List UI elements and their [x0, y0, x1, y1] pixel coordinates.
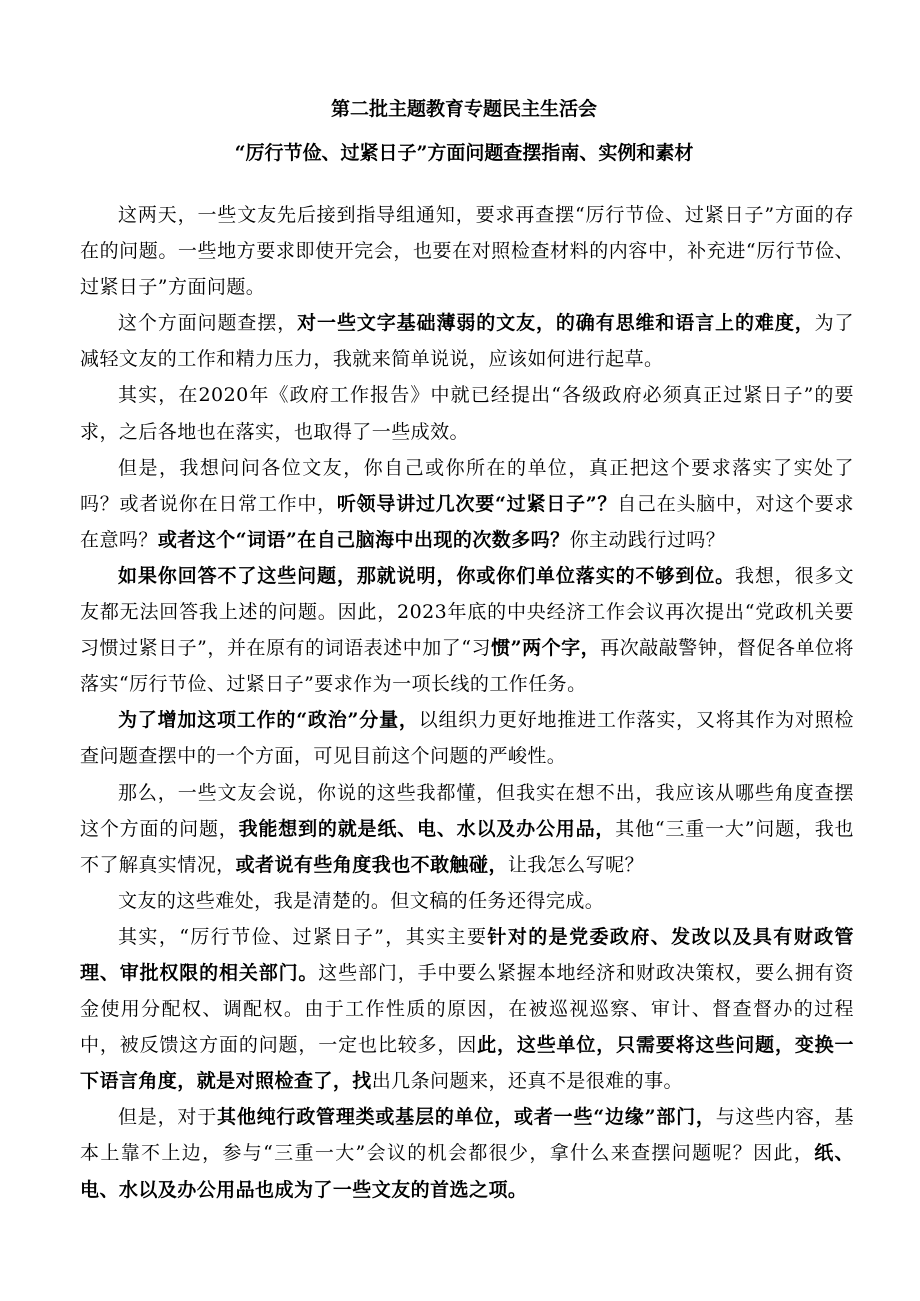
paragraph-6 [80, 702, 854, 774]
paragraph-emphasis: 其他纯行政管理类或基层的单位，或者一些“边缘”部门， [217, 1106, 716, 1129]
paragraph-10 [80, 1099, 854, 1207]
paragraph-text: 你主动践行过吗？ [569, 528, 726, 551]
paragraph-emphasis: 或者这个“词语”在自己脑海中出现的次数多吗？ [157, 528, 570, 551]
paragraph-text: 这个方面问题查摆， [118, 312, 298, 335]
paragraph-4 [80, 450, 854, 558]
paragraph-emphasis: 纸、电、水以及办公用品也成为了一些文友的首选之项。 [80, 1142, 854, 1201]
paragraph-9 [80, 919, 854, 1099]
paragraph-emphasis: 我能想到的就是纸、电、水以及办公用品， [238, 817, 616, 840]
paragraph-text: 但是，我想问问各位文友，你自己或你所在的单位，真正把这个要求落实了实处了吗？或者说你在日常工作中， [80, 456, 854, 515]
paragraph-text: 出几条问题来，还真不是很难的事。 [371, 1070, 683, 1093]
paragraph-text: 其实，在2020年《政府工作报告》中就已经提出“各级政府必须真正过紧日子”的要求，之后各地也在落实，也取得了一些成效。 [80, 384, 854, 443]
paragraph-emphasis: 为了增加这项工作的“政治”分量， [118, 709, 419, 732]
paragraph-text: 让我怎么写呢？ [507, 853, 645, 876]
paragraph-emphasis: 听领导讲过几次要“过紧日子”？ [336, 492, 618, 515]
paragraph-emphasis: 惯”两个字， [491, 637, 601, 660]
paragraph-emphasis: 针对的是党委政府、发改以及具有财政管理、审批权限的相关部门。 [80, 925, 854, 984]
paragraph-text: 为了减轻文友的工作和精力压力，我就来简单说说，应该如何进行起草。 [80, 312, 854, 371]
paragraph-emphasis: 对一些文字基础薄弱的文友，的确有思维和语言上的难度， [297, 312, 815, 335]
paragraph-1 [80, 197, 854, 305]
paragraph-emphasis: 此，这些单位，只需要将这些问题，变换一下语言角度，就是对照检查了，找 [80, 1034, 854, 1093]
document-body [80, 197, 854, 1208]
paragraph-emphasis: 或者说有些角度我也不敢触碰， [235, 853, 508, 876]
document-subtitle: “厉行节俭、过紧日子”方面问题查摆指南、实例和素材 [234, 142, 694, 164]
paragraph-text: 与这些内容，基本上靠不上边，参与“三重一大”会议的机会都很少，拿什么来查摆问题呢？因此， [80, 1106, 854, 1165]
document-title: 第二批主题教育专题民主生活会 [330, 98, 597, 120]
paragraph-text: 那么，一些文友会说，你说的这些我都懂，但我实在想不出，我应该从哪些角度查摆这个方面的问题， [80, 781, 854, 840]
paragraph-text: 以组织力更好地推进工作落实，又将其作为对照检查问题查摆中的一个方面，可见目前这个问题的严峻性。 [80, 709, 855, 768]
paragraph-7 [80, 775, 854, 883]
paragraph-3 [80, 377, 854, 449]
paragraph-text: 再次敲敲警钟，督促各单位将落实“厉行节俭、过紧日子”要求作为一项长线的工作任务。 [80, 637, 854, 696]
paragraph-text: 这些部门，手中要么紧握本地经济和财政决策权，要么拥有资金使用分配权、调配权。由于工作性质的原因，在被巡视巡察、审计、督查督办的过程中，被反馈这方面的问题，一定也比较多，因 [80, 961, 854, 1057]
paragraph-8 [80, 883, 854, 919]
paragraph-5 [80, 558, 854, 702]
paragraph-emphasis: 如果你回答不了这些问题，那就说明，你或你们单位落实的不够到位。 [118, 564, 736, 587]
paragraph-text: 但是，对于 [118, 1106, 218, 1129]
paragraph-text: 其实，“厉行节俭、过紧日子”，其实主要 [118, 925, 488, 948]
paragraph-text: 这两天，一些文友先后接到指导组通知，要求再查摆“厉行节俭、过紧日子”方面的存在的问题。一些地方要求即使开完会，也要在对照检查材料的内容中，补充进“厉行节俭、过紧日子”方面问题。 [80, 204, 854, 299]
paragraph-text: 我想，很多文友都无法回答我上述的问题。因此，2023年底的中央经济工作会议再次提出“党政机关要习惯过紧日子”，并在原有的词语表述中加了“习 [80, 564, 855, 660]
paragraph-2 [80, 305, 854, 377]
paragraph-text: 文友的这些难处，我是清楚的。但文稿的任务还得完成。 [118, 889, 605, 912]
paragraph-text: 自己在头脑中，对这个要求在意吗？ [80, 492, 855, 551]
paragraph-text: 其他“三重一大”问题，我也不了解真实情况， [80, 817, 854, 876]
